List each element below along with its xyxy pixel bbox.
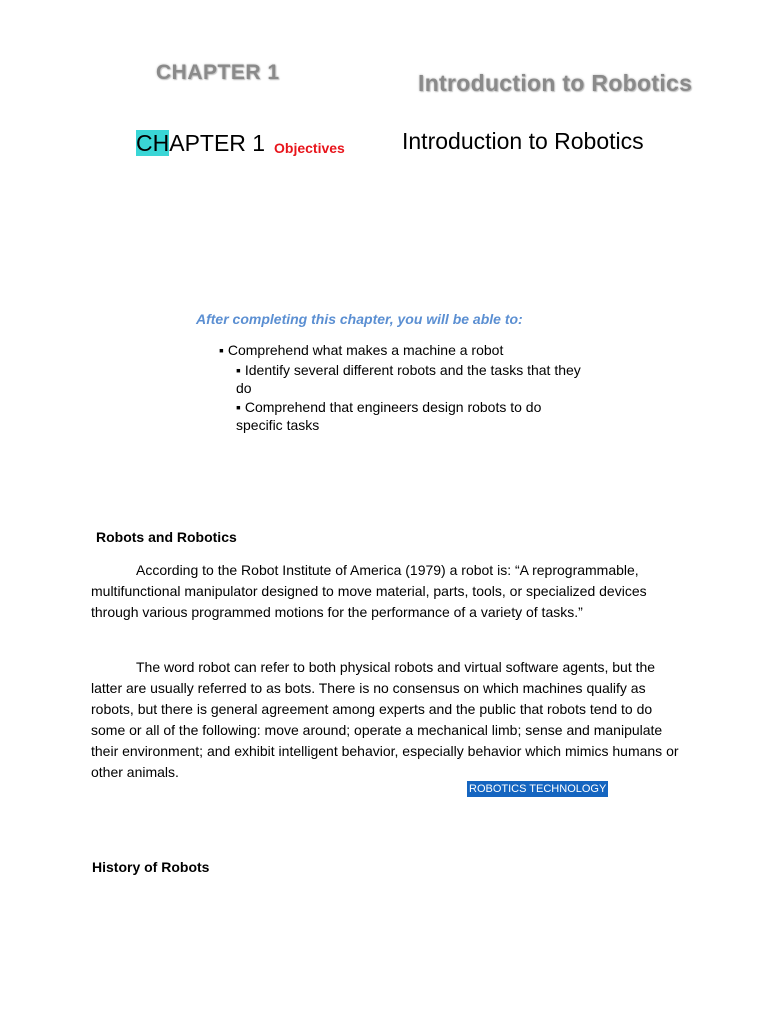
chapter-heading-rest: APTER 1 — [169, 130, 266, 156]
paragraph — [91, 560, 686, 623]
section-heading-robots: Robots and Robotics — [96, 529, 237, 545]
paragraph-text: According to the Robot Institute of America (1979) a robot is: “A reprogrammable, multifunctional manipulator designed to move material, parts, tools, or specialized devices through various programmed motions for the performance of a variety of tasks.” — [91, 562, 647, 620]
objective-item: ▪ Comprehend what makes a machine a robot — [219, 342, 504, 358]
paragraph — [91, 657, 686, 783]
section-heading-history: History of Robots — [92, 859, 210, 875]
objective-item: ▪ Comprehend that engineers design robots to do specific tasks — [236, 399, 542, 433]
objectives-label: Objectives — [274, 140, 345, 156]
watermark-title: Introduction to Robotics — [418, 70, 693, 96]
robotics-technology-tag: ROBOTICS TECHNOLOGY — [469, 783, 607, 795]
chapter-heading — [136, 130, 265, 157]
objective-item: ▪ Identify several different robots and the tasks that they do — [236, 362, 581, 396]
page-title: Introduction to Robotics — [402, 128, 644, 154]
watermark-chapter: CHAPTER 1 — [156, 61, 280, 84]
chapter-heading-highlight: CH — [136, 130, 170, 156]
objectives-intro: After completing this chapter, you will be able to: — [196, 311, 523, 327]
paragraph-text: The word robot can refer to both physical robots and virtual software agents, but the latter are usually referred to as bots. There is no consensus on which machines qualify as robots, but there is general agreement among experts and the public that robots tend to do some or all of the following: move around; operate a mechanical limb; sense and manipulate their environment; and exhibit intelligent behavior, especially behavior which mimics humans or other animals. — [91, 659, 679, 780]
